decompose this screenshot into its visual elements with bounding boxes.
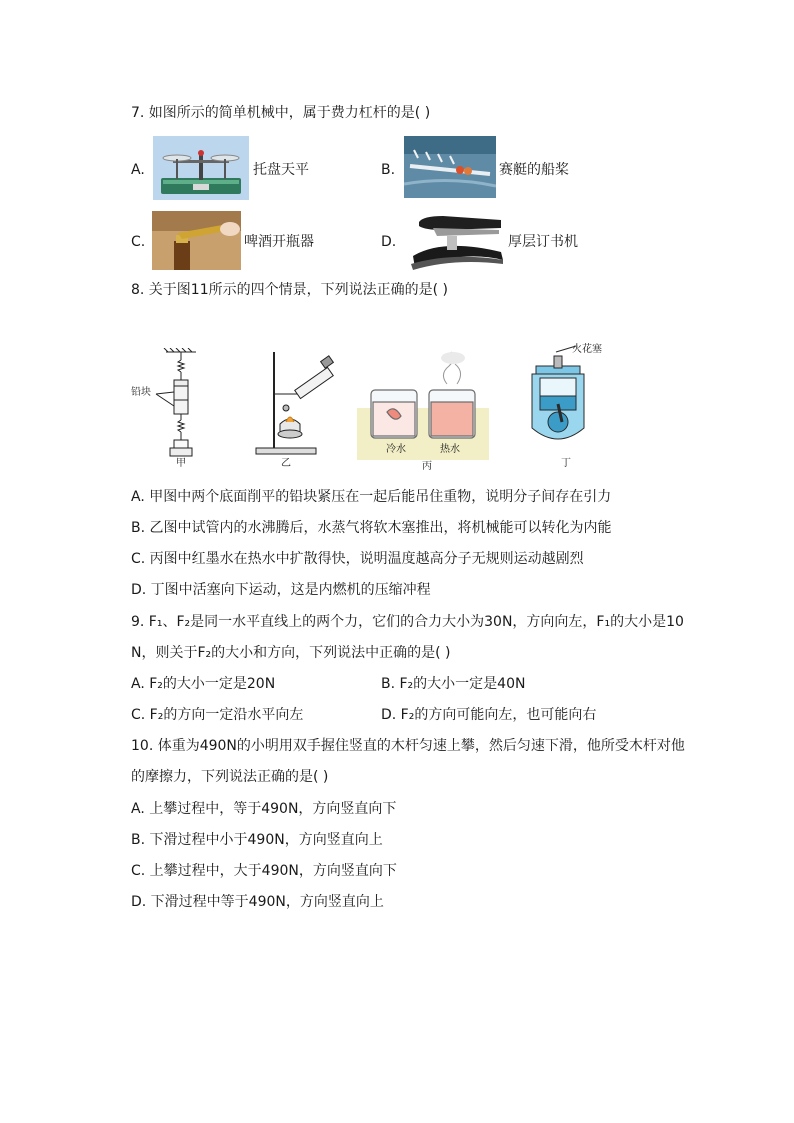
balance-image xyxy=(153,136,249,200)
q7-option-d-text: 厚层订书机 xyxy=(508,234,578,250)
q7-option-b-letter: B. xyxy=(381,162,396,178)
q7-stem: 7. 如图所示的简单机械中，属于费力杠杆的是( ) xyxy=(131,105,431,121)
bottle-opener-image xyxy=(152,211,241,270)
q10-option-a: A. 上攀过程中，等于490N，方向竖直向下 xyxy=(131,801,397,817)
figure-label-spark: 火花塞 xyxy=(572,344,602,355)
q9-stem-line2: N，则关于F₂的大小和方向，下列说法中正确的是( ) xyxy=(131,645,451,661)
q7-option-d-letter: D. xyxy=(381,234,397,250)
q7-option-b-text: 赛艇的船桨 xyxy=(499,162,569,178)
rowing-image xyxy=(404,136,496,198)
q7-option-c-text: 啤酒开瓶器 xyxy=(244,234,314,250)
figure-label-yi: 乙 xyxy=(281,458,291,469)
q9-option-c: C. F₂的方向一定沿水平向左 xyxy=(131,707,304,723)
q9-option-d: D. F₂的方向可能向左，也可能向右 xyxy=(381,707,597,723)
q8-stem: 8. 关于图11所示的四个情景，下列说法正确的是( ) xyxy=(131,282,448,298)
figure-label-lead: 铅块 xyxy=(131,387,151,398)
figure-ding xyxy=(520,344,610,456)
q9-option-b: B. F₂的大小一定是40N xyxy=(381,676,526,692)
q10-option-b: B. 下滑过程中小于490N，方向竖直向上 xyxy=(131,832,383,848)
q7-option-c-letter: C. xyxy=(131,234,146,250)
q8-option-b: B. 乙图中试管内的水沸腾后，水蒸气将软木塞推出，将机械能可以转化为内能 xyxy=(131,520,612,536)
figure-label-jia: 甲 xyxy=(176,458,186,469)
q8-option-c: C. 丙图中红墨水在热水中扩散得快，说明温度越高分子无规则运动越剧烈 xyxy=(131,551,584,567)
q9-stem-line1: 9. F₁、F₂是同一水平直线上的两个力，它们的合力大小为30N，方向向左，F₁的大小是10 xyxy=(131,614,684,630)
q8-option-a: A. 甲图中两个底面削平的铅块紧压在一起后能吊住重物，说明分子间存在引力 xyxy=(131,489,612,505)
stapler-image xyxy=(403,212,505,272)
q8-option-d: D. 丁图中活塞向下运动，这是内燃机的压缩冲程 xyxy=(131,582,431,598)
figure-jia xyxy=(130,348,210,470)
q9-option-a: A. F₂的大小一定是20N xyxy=(131,676,276,692)
figure-bing xyxy=(357,348,489,460)
q10-option-d: D. 下滑过程中等于490N，方向竖直向上 xyxy=(131,894,384,910)
figure-label-cold: 冷水 xyxy=(386,444,406,455)
figure-yi xyxy=(250,348,342,460)
q7-option-a-letter: A. xyxy=(131,162,145,178)
q10-stem-line2: 的摩擦力，下列说法正确的是( ) xyxy=(131,769,329,785)
figure-label-ding: 丁 xyxy=(561,458,571,469)
q10-stem-line1: 10. 体重为490N的小明用双手握住竖直的木杆匀速上攀，然后匀速下滑，他所受木杆对他 xyxy=(131,738,685,754)
figure-label-hot: 热水 xyxy=(440,444,460,455)
q7-option-a-text: 托盘天平 xyxy=(253,162,309,178)
figure-label-bing: 丙 xyxy=(422,461,432,472)
q10-option-c: C. 上攀过程中，大于490N，方向竖直向下 xyxy=(131,863,397,879)
